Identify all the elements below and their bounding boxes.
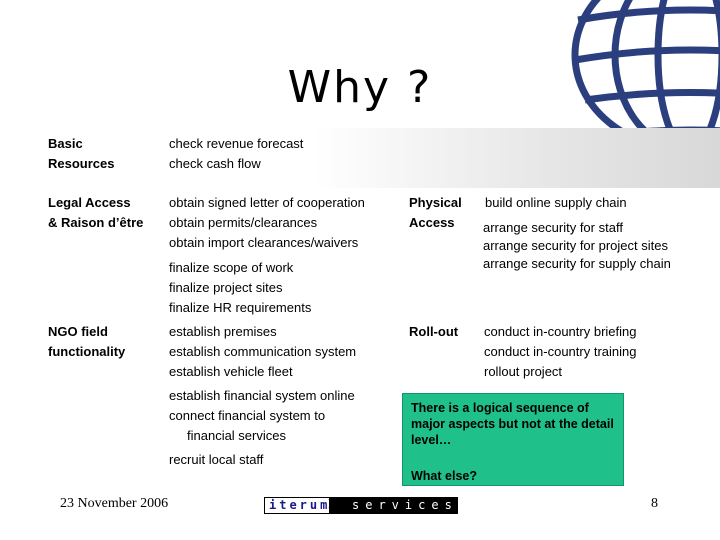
callout-box bbox=[402, 393, 624, 486]
company-logo bbox=[264, 497, 458, 514]
label-legal-access: Legal Access & Raison d’être bbox=[48, 195, 144, 230]
label-ngo-field: NGO field functionality bbox=[48, 324, 126, 359]
logo-right-text: services bbox=[330, 497, 458, 514]
callout-message: There is a logical sequence of major aspects but not at the detail level… bbox=[411, 401, 614, 447]
label-basic-resources: Basic Resources bbox=[48, 136, 115, 171]
items-staff: recruit local staff bbox=[169, 452, 264, 467]
items-financial: establish financial system online connect financial system to financial services bbox=[169, 388, 355, 443]
label-physical-access: Physical Access bbox=[409, 195, 462, 230]
callout-question: What else? bbox=[411, 469, 477, 483]
logo-overlay-text: PM bbox=[328, 496, 347, 511]
footer-date: 23 November 2006 bbox=[60, 496, 169, 511]
items-security: arrange security for staff arrange security for project sites arrange security for supply chain bbox=[483, 220, 671, 271]
items-ngo-field: establish premises establish communication system establish vehicle fleet bbox=[169, 324, 357, 379]
logo-left-text: iterum bbox=[264, 497, 330, 514]
header-band bbox=[44, 128, 720, 188]
page-number: 8 bbox=[651, 496, 658, 511]
slide-title: Why ? bbox=[287, 62, 433, 113]
items-scope: finalize scope of work finalize project sites finalize HR requirements bbox=[169, 260, 312, 315]
items-physical-access: build online supply chain bbox=[485, 195, 627, 210]
items-roll-out: conduct in-country briefing conduct in-country training rollout project bbox=[484, 324, 637, 379]
items-basic-resources: check revenue forecast check cash flow bbox=[169, 136, 304, 171]
items-legal-access: obtain signed letter of cooperation obtain permits/clearances obtain import clearances/waivers bbox=[169, 195, 365, 250]
label-roll-out: Roll-out bbox=[409, 324, 459, 339]
